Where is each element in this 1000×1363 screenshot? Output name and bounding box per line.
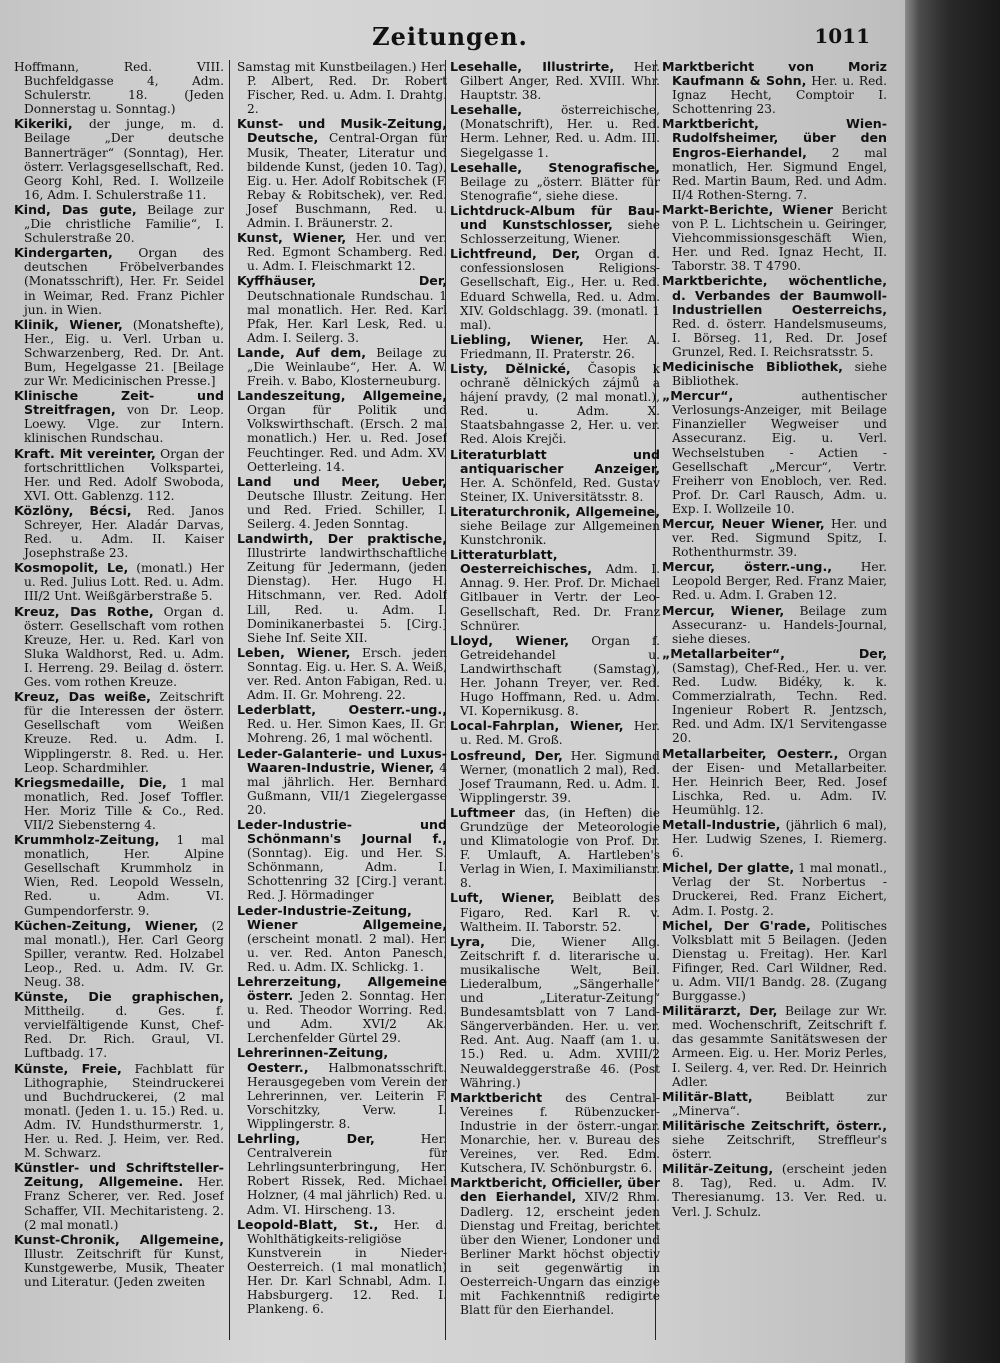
directory-entry [450, 505, 660, 547]
directory-entry [14, 318, 224, 388]
directory-entry [237, 975, 447, 1045]
entry-keyword: Militär-Blatt, [662, 1088, 753, 1104]
entry-keyword: Künste, Die graphischen, [14, 989, 224, 1005]
directory-entry [662, 560, 887, 602]
entry-text: Her. Leopold Berger, Red. Franz Maier, Red. u. Adm. I. Graben 12. [672, 560, 887, 603]
entry-keyword: Künste, Freie, [14, 1060, 122, 1076]
entry-text: Her. A. Friedmann, II. Praterstr. 26. [460, 332, 660, 361]
directory-entry [237, 231, 447, 273]
entry-text: Časopis k ochraně dělnických zájmů a hájení pravdy, (2 mal monatl.), Red. u. Adm. X. Staatsbahngasse 2, Her. u. ver. Red. Alois Krejči. [460, 361, 660, 447]
entry-keyword: Michel, Der G'rade, [662, 917, 811, 933]
directory-entry [14, 117, 224, 202]
entry-keyword: Kind, Das gute, [14, 201, 137, 217]
entry-text: des Central-Vereines f. Rübenzucker-Industrie in der österr.-ungar. Monarchie, her. v. Bureau des Vereines, ver. Red. Edm. Kutschera, IV. Schönburgstr. 6. [460, 1090, 660, 1176]
entry-keyword: Lichtfreund, Der, [450, 246, 581, 262]
text-column-2 [237, 60, 447, 1340]
entry-text: Her. d. Wohlthätigkeits-religiöse Kunstverein in Nieder-Oesterreich. (1 mal monatlich) Her. Dr. Karl Schnabl, Adm. I. Habsburgerg. 12. Red. I. Plankeng. 6. [247, 1217, 447, 1317]
entry-keyword: Küchen-Zeitung, Wiener, [14, 917, 199, 933]
directory-entry [14, 389, 224, 445]
column-divider [229, 60, 230, 1340]
entry-text: (Monatshefte), Her., Eig. u. Verl. Urban u. Schwarzenberg, Red. Dr. Ant. Bum, Hegelgasse 21. [Beilage zur Wr. Medicinischen Presse.] [24, 317, 224, 389]
entry-keyword: Lande, Auf dem, [237, 344, 366, 360]
entry-keyword: Michel, Der glatte, [662, 860, 795, 876]
directory-entry [14, 1161, 224, 1231]
entry-keyword: Leder-Industrie-Zeitung, Wiener Allgemeine, [237, 902, 447, 932]
entry-keyword: Literaturchronik, Allgemeine, [450, 503, 660, 519]
entry-keyword: Lyra, [450, 933, 485, 949]
entry-text: Red. Janos Schreyer, Her. Aladár Darvas, Red. u. Adm. II. Kaiser Josephstraße 23. [24, 503, 224, 561]
entry-text: Organ d. confessionslosen Religions-Gesellschaft, Eig., Her. u. Red. Eduard Schwella, Red. u. Adm. XIV. Goldschlagg. 39. (monatl. 1 mal). [460, 247, 660, 332]
directory-entry [662, 747, 887, 817]
entry-keyword: Militärische Zeitschrift, österr., [662, 1117, 887, 1133]
directory-entry [14, 776, 224, 832]
directory-entry [450, 448, 660, 504]
entry-keyword: Közlöny, Bécsi, [14, 502, 132, 518]
entry-keyword: Mercur, Wiener, [662, 602, 785, 618]
entry-keyword: Litteraturblatt, Oesterreichisches, [450, 547, 593, 577]
directory-entry [237, 747, 447, 817]
entry-keyword: Mercur, österr.-ung., [662, 559, 833, 575]
entry-text: 1 mal monatlich, Her. Alpine Gesellschaft Krummholz in Wien, Red. Leopold Wesseln, Red. u. Adm. VI. Gumpendorferstr. 9. [24, 833, 224, 918]
directory-entry [237, 1218, 447, 1317]
entry-text: (jährlich 6 mal), Her. Ludwig Szenes, I. Riemerg. 6. [672, 817, 887, 861]
entry-text: Beilage zum Assecuranz- u. Handels-Journal, siehe dieses. [672, 603, 887, 646]
entry-keyword: Leopold-Blatt, St., [237, 1216, 379, 1232]
entry-keyword: Markt-Berichte, Wiener [662, 201, 833, 217]
entry-keyword: Lehrling, Der, [237, 1131, 375, 1147]
entry-text: 1 mal monatlich, Red. Josef Toffler. Her. Moriz Tille & Co., Red. VII/2 Siebensterng 4. [24, 775, 224, 832]
entry-keyword: Listy, Dělnické, [450, 360, 571, 376]
directory-entry [14, 60, 224, 116]
directory-entry [450, 161, 660, 203]
entry-text: Illustrirte landwirthschaftliche Zeitung für Jedermann, (jeden Dienstag). Her. Hugo H. Hitschmann, ver. Red. Adolf Lill, Red. u. Adm. I. Dominikanerbastei 5. [Cirg.] Siehe Inf. Seite XII. [247, 546, 447, 645]
entry-text: siehe Schlosserzeitung, Wiener. [460, 218, 660, 247]
directory-entry [450, 749, 660, 805]
entry-keyword: Marktbericht, Officieller, über den Eierhandel, [450, 1175, 660, 1205]
directory-entry [237, 60, 447, 116]
entry-text: Red. d. österr. Handelsmuseums, I. Börseg. 11, Red. Dr. Josef Grunzel, Red. I. Reichsratsstr. 5. [672, 316, 887, 359]
entry-keyword: Kindergarten, [14, 245, 113, 261]
entry-keyword: Lehrerinnen-Zeitung, Oesterr., [237, 1045, 389, 1075]
entry-text: Organ des deutschen Fröbelverbandes (Monatsschrift), Her. Fr. Seidel in Weimar, Red. Franz Pichler jun. in Wien. [24, 246, 224, 317]
page-header [0, 22, 905, 52]
entry-keyword: Kraft. Mit vereinter, [14, 445, 156, 461]
entry-text: Hoffmann, Red. VIII. Buchfeldgasse 4, Adm. Schulerstr. 18. (Jeden Donnerstag u. Sonntag.) [14, 60, 224, 117]
entry-keyword: Kikeriki, [14, 116, 73, 132]
entry-text: Fachblatt für Lithographie, Steindruckerei und Buchdruckerei, (2 mal monatl. (Jeden 1. u. 15.) Red. u. Adm. IV. Hundsthurmerstr. 1, Her. u. Red. J. Heim, ver. Red. M. Schwarz. [24, 1061, 224, 1161]
entry-text: von Dr. Leop. Loewy. Vlge. zur Intern. klinischen Rundschau. [24, 403, 224, 446]
directory-entry [662, 818, 887, 860]
directory-entry [662, 389, 887, 516]
entry-text: Her. Centralverein für Lehrlingsunterbringung, Her. Robert Rissek, Red. Michael Holzner, (4 mal jährlich) Red. u. Adm. VI. Hirscheng. 13. [247, 1132, 447, 1217]
entry-keyword: Lesehalle, Stenografische, [450, 159, 660, 175]
directory-entry [662, 1004, 887, 1089]
directory-entry [14, 919, 224, 989]
entry-keyword: Metallarbeiter, Oesterr., [662, 745, 839, 761]
entry-text: authentischer Verlosungs-Anzeiger, mit Beilage Finanzieller Wegweiser und Assecuranz. Eig. u. Verl. Wechselstuben - Actien - Gesellschaft „Mercur“, Vertr. Freiherr von Enobloch, ver. Red. Prof. Dr. Carl Rausch, Adm. u. Exp. I. Wollzeile 10. [672, 389, 887, 516]
entry-text: siehe Beilage zur Allgemeinen Kunstchronik. [460, 519, 660, 548]
entry-keyword: Luft, Wiener, [450, 890, 555, 906]
directory-entry [450, 333, 660, 361]
entry-text: (Samstag), Chef-Red., Her. u. ver. Red. Ludw. Bidéky, k. k. Commerzialrath, Techn. Red. Ingenieur Robert R. Jentzsch, Red. und Adm. IX/1 Servitengasse 20. [672, 660, 887, 746]
entry-keyword: Luftmeer [450, 804, 515, 820]
entry-keyword: Landwirth, Der praktische, [237, 531, 447, 547]
directory-entry [14, 605, 224, 690]
entry-text: Her. Franz Scherer, ver. Red. Josef Schaffer, VII. Mechitaristeng. 2. (2 mal monatl.) [24, 1175, 224, 1232]
directory-entry [450, 1176, 660, 1317]
directory-entry [14, 1062, 224, 1161]
directory-entry [237, 904, 447, 974]
entry-text: Her. Gilbert Anger, Red. XVIII. Whr. Hauptstr. 38. [460, 60, 660, 103]
directory-entry [237, 703, 447, 745]
entry-keyword: Metall-Industrie, [662, 816, 781, 832]
entry-text: Beiblatt zur „Minerva“. [672, 1089, 887, 1118]
entry-text: Die, Wiener Allg. Zeitschrift f. d. literarische u. musikalische Welt, Beil. Liederalbum, „Sängerhalle“ und „Literatur-Zeitung“ Bundesamtsblatt von 7 Land-Sängerverbänden. Her. u. ver. Red. Ant. Aug. Naaff (am 1. u. 15.) Red. u. Adm. XVIII/2 Neuwaldeggerstraße 46. (Post Währing.) [460, 934, 660, 1090]
directory-entry [662, 60, 887, 116]
entry-keyword: Kunst- und Musik-Zeitung, Deutsche, [237, 116, 447, 146]
entry-text: siehe Zeitschrift, Streffleur's österr. [672, 1133, 887, 1162]
entry-keyword: „Mercur“, [662, 388, 734, 404]
entry-text: (2 mal monatl.), Her. Carl Georg Spiller, verantw. Red. Holzabel Leop., Red. u. Adm. IV. Gr. Neug. 38. [24, 918, 224, 989]
entry-keyword: Kreuz, Das Rothe, [14, 603, 154, 619]
directory-entry [237, 532, 447, 645]
entry-keyword: Lesehalle, Illustrirte, [450, 60, 615, 74]
entry-text: Zeitschrift für die Interessen der österr. Gesellschaft vom Weißen Kreuze. Red. u. Adm. I. Wipplingerstr. 8. Red. u. Her. Leop. Schardmihler. [24, 690, 224, 775]
entry-keyword: Losfreund, Der, [450, 747, 563, 763]
entry-text: das, (in Heften) die Grundzüge der Meteorologie und Klimatologie von Prof. Dr. F. Umlauft, A. Hartleben's Verlag in Wien, I. Maximilianstr. 8. [460, 805, 660, 891]
directory-entry [14, 1233, 224, 1289]
directory-entry [14, 833, 224, 918]
directory-entry [14, 690, 224, 775]
entry-text: (Sonntag). Eig. und Her. S. Schönmann, Adm. I. Schottenring 32 [Cirg.] verant. Red. J. Hörmadinger [247, 846, 447, 903]
entry-keyword: Leben, Wiener, [237, 644, 351, 660]
entry-text: Politisches Volksblatt mit 5 Beilagen. (Jeden Dienstag u. Freitag). Her. Karl Fifinger, Red. Carl Wildner, Red. u. Adm. VII/1 Bandg. 28. (Zugang Burggasse.) [672, 918, 887, 1004]
entry-keyword: Lichtdruck-Album für Bau- und Kunstschlosser, [450, 202, 660, 233]
directory-entry [237, 117, 447, 230]
directory-entry [237, 346, 447, 388]
entry-text: Central-Organ für Musik, Theater, Literatur und bildende Kunst, (jeden 10. Tag), Eig. u. Her. Adolf Robitschek (F. Rebay & Robitschek), ver. Red. Josef Buschmann, Red. u. Admin. I. Bräunerstr. 2. [247, 131, 447, 231]
directory-entry [662, 1090, 887, 1118]
entry-keyword: Marktbericht [450, 1089, 543, 1105]
entry-keyword: Kriegsmedaille, Die, [14, 774, 167, 790]
entry-keyword: Kunst, Wiener, [237, 230, 347, 246]
directory-entry [237, 389, 447, 474]
directory-entry [14, 504, 224, 560]
entry-text: Deutschnationale Rundschau. 1 mal monatlich. Her. Red. Karl Pfak, Her. Karl Lesk, Red. u. Adm. I. Seilerg. 3. [247, 288, 447, 345]
directory-entry [450, 806, 660, 891]
entry-text: Her. und ver. Red. Sigmund Spitz, I. Rothenthurmstr. 39. [672, 517, 887, 560]
entry-text: (erscheint monatl. 2 mal). Her. u. ver. Red. Anton Panesch, Red. u. Adm. IX. Schlickg. 1. [247, 931, 447, 974]
entry-text: (monatl.) Her u. Red. Julius Lott. Red. u. Adm. III/2 Unt. Weißgärberstraße 5. [24, 561, 224, 604]
page-title: Zeitungen. [372, 22, 528, 51]
entry-text: österreichische, (Monatschrift), Her. u. Red. Herm. Lehner, Red. u. Adm. III. Siegelgasse 1. [460, 103, 660, 160]
text-column-3 [450, 60, 660, 1340]
entry-text: siehe Bibliothek. [672, 359, 887, 389]
directory-entry [450, 634, 660, 719]
directory-entry [662, 517, 887, 559]
entry-text: der junge, m. d. Beilage „Der deutsche Bannerträger“ (Sonntag), Her. österr. Verlagsgesellschaft, Red. Georg Kohl, Red. I. Wollzeile 16, Adm. I. Schulerstraße 11. [24, 117, 224, 202]
book-page-edge [905, 0, 1000, 1363]
entry-keyword: Kyffhäuser, Der, [237, 273, 447, 289]
directory-entry [662, 274, 887, 359]
entry-keyword: Local-Fahrplan, Wiener, [450, 718, 624, 734]
entry-keyword: Landeszeitung, Allgemeine, [237, 388, 447, 404]
directory-entry [237, 274, 447, 344]
entry-text: Beilage zu „Die Weinlaube“, Her. A. W. Freih. v. Babo, Klosterneuburg. [247, 345, 447, 389]
directory-entry [450, 935, 660, 1090]
entry-keyword: Kreuz, Das weiße, [14, 689, 151, 705]
entry-keyword: Lesehalle, [450, 102, 523, 118]
directory-entry [450, 719, 660, 747]
entry-text: Beilage zu „österr. Blätter für Stenografie“, siehe diese. [460, 174, 660, 203]
entry-text: Her. A. Schönfeld, Red. Gustav Steiner, IX. Universitätsstr. 8. [460, 475, 660, 504]
page-number: 1011 [814, 24, 870, 48]
directory-entry [237, 646, 447, 702]
entry-keyword: Lehrerzeitung, Allgemeine österr. [237, 974, 447, 1004]
entry-text: Her. u. Red. M. Groß. [460, 719, 660, 748]
entry-text: Organ f. Getreidehandel u. Landwirthschaft (Samstag), Her. Johann Treyer, ver. Red. Hugo Hoffmann, Red. u. Adm. VI. Kopernikusg. 8. [460, 633, 660, 719]
entry-text: Beilage zur Wr. med. Wochenschrift, Zeitschrift f. das gesammte Sanitätswesen der Armeen. Eig. u. Her. Moriz Perles, I. Seilerg. 4, ver. Red. Dr. Heinrich Adler. [672, 1004, 887, 1089]
entry-text: Her. und ver. Red. Egmont Schamberg. Red. u. Adm. I. Fleischmarkt 12. [247, 231, 447, 274]
entry-keyword: Land und Meer, Ueber, [237, 473, 447, 489]
entry-text: 1 mal monatl., Verlag der St. Norbertus - Druckerei, Red. Franz Eichert, Adm. I. Postg. 2. [672, 861, 887, 918]
entry-keyword: Medicinische Bibliothek, [662, 358, 843, 374]
text-column-1 [14, 60, 224, 1340]
directory-entry [662, 861, 887, 917]
entry-text: Organ der Eisen- und Metallarbeiter. Her. Heinrich Beer, Red. Josef Lischka, Red. u. Adm. IV. Heumühlg. 12. [672, 746, 887, 817]
entry-text: Organ d. österr. Gesellschaft vom rothen Kreuze, Her. u. Red. Karl von Sluka Waldhorst, Red. u. Adm. I. Herreng. 29. Beilag d. österr. Ges. vom rothen Kreuze. [24, 604, 224, 690]
entry-text: Organ für Politik und Volkswirthschaft. (Ersch. 2 mal monatlich.) Her. u. Red. Josef Feuchtinger. Red. und Adm. XV. Oetterleing. 14. [247, 403, 447, 474]
entry-keyword: Liebling, Wiener, [450, 331, 584, 347]
directory-entry [450, 362, 660, 447]
directory-entry [450, 60, 660, 102]
entry-keyword: Militärarzt, Der, [662, 1003, 778, 1019]
entry-keyword: Lloyd, Wiener, [450, 632, 570, 648]
entry-text: Mittheilg. d. Ges. f. vervielfältigende Kunst, Chef-Red. Dr. Rich. Graul, VI. Luftbadg. 17. [24, 1004, 224, 1061]
entry-text: 2 mal monatlich, Her. Sigmund Engel, Red. Martin Baum, Red. und Adm. II/4 Rothen-Sterng. 7. [672, 145, 887, 202]
entry-text: 4 mal jährlich. Her. Bernhard Gußmann, VII/1 Ziegelergasse 20. [247, 760, 447, 817]
entry-keyword: Künstler- und Schriftsteller-Zeitung, Allgemeine. [14, 1160, 224, 1190]
directory-entry [237, 1046, 447, 1131]
directory-entry [237, 475, 447, 531]
directory-entry [662, 360, 887, 388]
entry-keyword: Mercur, Neuer Wiener, [662, 516, 825, 531]
entry-keyword: Militär-Zeitung, [662, 1161, 774, 1177]
directory-entry [662, 1162, 887, 1218]
entry-text: (erscheint jeden 8. Tag), Red. u. Adm. IV. Theresianumg. 13. Ver. Red. u. Verl. J. Schulz. [672, 1162, 887, 1219]
entry-keyword: Leder-Galanterie- und Luxus-Waaren-Industrie, Wiener, [237, 745, 447, 775]
directory-entry [450, 891, 660, 933]
entry-keyword: Klinik, Wiener, [14, 316, 123, 332]
directory-entry [662, 919, 887, 1004]
entry-text: Adm. I. Annag. 9. Her. Prof. Dr. Michael Gitlbauer in Vertr. der Leo-Gesellschaft, Red. Dr. Franz Schnürer. [460, 562, 660, 633]
directory-entry [14, 990, 224, 1060]
directory-entry [14, 203, 224, 245]
entry-text: Her. u. Red. Ignaz Hecht, Comptoir I. Schottenring 23. [672, 74, 887, 117]
entry-keyword: Lederblatt, Oesterr.-ung., [237, 702, 447, 718]
directory-entry [237, 818, 447, 903]
directory-entry [450, 103, 660, 159]
entry-text: Beilage zur „Die christliche Familie“, I. Schulerstraße 20. [24, 202, 224, 246]
entry-keyword: Marktberichte, wöchentliche, d. Verbandes der Baumwoll-Industriellen Oesterreichs, [662, 273, 887, 317]
text-column-4 [662, 60, 887, 1340]
directory-entry [662, 203, 887, 273]
entry-text: Her. Sigmund Werner, (monatlich 2 mal), Red. Josef Traumann, Red. u. Adm. I. Wipplingerstr. 39. [460, 748, 660, 805]
entry-text: Ersch. jeden Sonntag. Eig. u. Her. S. A. Weiß, ver. Red. Anton Fabigan, Red. u. Adm. II. Gr. Mohreng. 22. [247, 645, 447, 703]
directory-entry [14, 447, 224, 503]
entry-text: Deutsche Illustr. Zeitung. Her. und Red. Fried. Schiller, I. Seilerg. 4. Jeden Sonntag. [247, 488, 447, 531]
directory-entry [662, 1119, 887, 1161]
entry-text: Jeden 2. Sonntag. Her. u. Red. Theodor Worring. Red. und Adm. XVI/2 Ak. Lerchenfelder Gürtel 29. [247, 989, 447, 1046]
entry-text: Bericht von P. L. Lichtschein u. Geiringer, Viehcommissionsgeschäft Wien, Her. und Red. Ignaz Hecht, II. Taborstr. 38. T 4790. [672, 202, 887, 274]
directory-entry [237, 1132, 447, 1217]
entry-keyword: Leder-Industrie- und Schönmann's Journal f., [237, 816, 447, 847]
entry-text: Red. u. Her. Simon Kaes, II. Gr. Mohreng. 26, 1 mal wöchentl. [247, 717, 447, 746]
entry-keyword: Klinische Zeit- und Streitfragen, [14, 388, 224, 418]
entry-text: XIV/2 Rhm. Dadlerg. 12, erscheint jeden Dienstag und Freitag, berichtet über den Wiener, Londoner und Berliner Markt höchst objectiv in seit gegenwärtig in Oesterreich-Ungarn das einzige mit Fachkenntniß redigirte Blatt für den Eierhandel. [460, 1190, 660, 1318]
entry-text: Beiblatt des Figaro, Red. Karl R. v. Waltheim. II. Taborstr. 52. [460, 891, 660, 934]
directory-entry [14, 561, 224, 603]
entry-keyword: Marktbericht von Moriz Kaufmann & Sohn, [662, 60, 887, 89]
entry-keyword: Literaturblatt und antiquarischer Anzeiger, [450, 446, 660, 476]
directory-entry [450, 247, 660, 332]
directory-entry [450, 204, 660, 246]
entry-keyword: „Metallarbeiter“, Der, [662, 645, 887, 661]
entry-keyword: Kunst-Chronik, Allgemeine, [14, 1231, 224, 1247]
entry-text: Illustr. Zeitschrift für Kunst, Kunstgewerbe, Musik, Theater und Literatur. (Jeden zweiten [24, 1246, 224, 1289]
entry-text: Samstag mit Kunstbeilagen.) Her. P. Albert, Red. Dr. Robert Fischer, Red. u. Adm. I. Drahtg. 2. [237, 60, 447, 117]
entry-text: Organ der fortschrittlichen Volkspartei, Her. und Red. Adolf Swoboda, XVI. Ott. Gablenzg. 112. [24, 446, 224, 503]
directory-entry [450, 1091, 660, 1176]
entry-keyword: Krummholz-Zeitung, [14, 832, 160, 848]
directory-entry [662, 604, 887, 646]
entry-text: Halbmonatsschrift. Herausgegeben vom Verein der Lehrerinnen, ver. Leiterin F. Vorschitzky, Verw. I. Wipplingerstr. 8. [247, 1060, 447, 1131]
directory-entry [662, 647, 887, 746]
entry-keyword: Marktbericht, Wien-Rudolfsheimer, über den Engros-Eierhandel, [662, 116, 887, 160]
directory-entry [450, 548, 660, 633]
entry-keyword: Kosmopolit, Le, [14, 560, 129, 576]
directory-entry [662, 117, 887, 202]
directory-entry [14, 246, 224, 316]
